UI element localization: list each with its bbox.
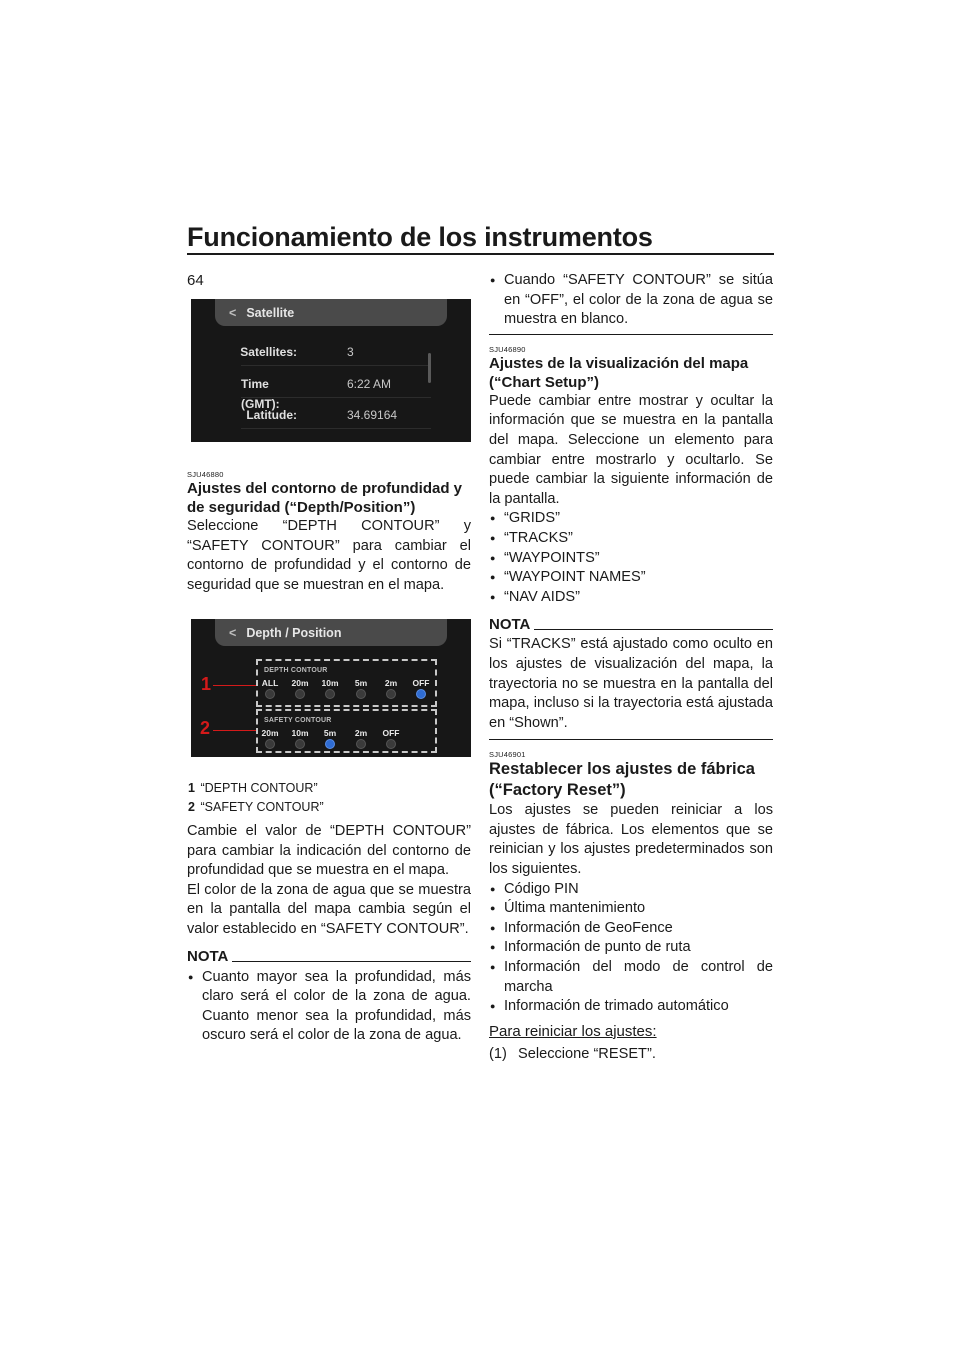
list-item: ● Código PIN [489, 880, 773, 900]
radio-dot[interactable] [265, 739, 275, 749]
list-item: ● Información de GeoFence [489, 919, 773, 939]
depth-option[interactable]: 20m [291, 678, 309, 688]
callout-number: 1 [201, 674, 212, 694]
radio-dot[interactable] [356, 739, 366, 749]
radio-dot[interactable] [386, 689, 396, 699]
sub-title: Para reiniciar los ajustes: [489, 1022, 657, 1040]
list-item: ● Cuando “SAFETY CONTOUR” se sitúa en “OFF”, el color de la zona de agua se muestra en blanco. [489, 271, 773, 330]
satellite-row-value: 3 [347, 345, 354, 359]
screen-title-bar [215, 619, 447, 646]
depth-option[interactable]: 2m [384, 678, 398, 688]
satellite-screen-title: Satellite [246, 306, 295, 320]
satellite-row [241, 335, 431, 366]
paragraph: Seleccione “DEPTH CONTOUR” y “SAFETY CONTOUR” para cambiar el contorno de profundidad y el contorno de seguridad que se muestran en el mapa. [187, 518, 471, 593]
step-item: (1) Seleccione “RESET”. [489, 1046, 656, 1063]
section-code: SJU46880 [187, 470, 224, 479]
section-title: Ajustes del contorno de profundidad y de seguridad (“Depth/Position”) [187, 480, 463, 516]
legend-item: 1 “DEPTH CONTOUR” [188, 781, 318, 795]
safety-contour-caption: SAFETY CONTOUR [264, 717, 332, 724]
safety-option[interactable]: 10m [291, 728, 309, 738]
radio-dot[interactable] [295, 739, 305, 749]
list-item: ● Cuanto mayor sea la profundidad, más claro será el color de la zona de agua. Cuanto menor sea la profundidad, más oscuro será el color de la zona de agua. [187, 968, 471, 1046]
title-rule [187, 253, 774, 255]
legend-item: 2 “SAFETY CONTOUR” [188, 800, 324, 814]
radio-dot-selected[interactable] [325, 739, 335, 749]
safety-option[interactable]: OFF [382, 728, 400, 738]
page-number: 64 [187, 272, 204, 289]
callout-number: 2 [200, 718, 211, 738]
paragraph: Cambie el valor de “DEPTH CONTOUR” para cambiar la indicación del contorno de profundidad que se muestra en el mapa. [187, 823, 471, 879]
callout-line [213, 685, 256, 686]
satellite-row-label: Time (GMT): [241, 377, 280, 411]
radio-dot[interactable] [356, 689, 366, 699]
satellite-row-label: Satellites: [240, 345, 297, 359]
section-separator [489, 739, 773, 740]
satellite-row-value: 34.69164 [347, 408, 398, 422]
radio-dot-selected[interactable] [416, 689, 426, 699]
depth-screen-title: Depth / Position [246, 626, 342, 640]
nota-heading: NOTA [187, 948, 471, 965]
list-item: ● “WAYPOINT NAMES” [489, 568, 773, 588]
section-code: SJU46890 [489, 344, 526, 354]
satellite-row-label: Latitude: [246, 408, 297, 422]
screen-title-bar [215, 299, 447, 326]
depth-position-figure [187, 619, 471, 757]
satellite-screen-figure [191, 299, 471, 442]
depth-option[interactable]: OFF [412, 678, 430, 688]
list-item: ● “GRIDS” [489, 509, 773, 529]
section-title: Ajustes de la visualización del mapa (“Chart Setup”) [489, 354, 749, 391]
list-item: ● Última mantenimiento [489, 899, 773, 919]
radio-dot[interactable] [386, 739, 396, 749]
list-item: ● “TRACKS” [489, 529, 773, 549]
list-item: ● Información de punto de ruta [489, 938, 773, 958]
satellite-row [241, 367, 431, 411]
figure-legend [188, 779, 471, 817]
nota-heading: NOTA [489, 616, 773, 633]
chevron-left-icon: < [229, 626, 237, 640]
list-item: ● “WAYPOINTS” [489, 549, 773, 569]
satellite-row [241, 398, 431, 429]
safety-option[interactable]: 20m [261, 728, 279, 738]
section-title: Restablecer los ajustes de fábrica (“Factory Reset”) [489, 760, 755, 800]
section-code: SJU46901 [489, 750, 526, 760]
safety-option[interactable]: 2m [354, 728, 368, 738]
depth-option[interactable]: ALL [261, 678, 279, 688]
radio-dot[interactable] [295, 689, 305, 699]
list-item: ● Información del modo de control de marcha [489, 958, 773, 997]
list-item: ● Información de trimado automático [489, 997, 773, 1017]
paragraph: El color de la zona de agua que se muestra en la pantalla del mapa cambia según el valor establecido en “SAFETY CONTOUR”. [187, 881, 471, 937]
paragraph: Puede cambiar entre mostrar y ocultar la información que se muestra en la pantalla del mapa. Seleccione un elemento para cambiar entre mostrarlo y ocultarlo. Se puede cambiar la siguiente información de la pantalla. [489, 392, 773, 507]
depth-option[interactable]: 10m [321, 678, 339, 688]
safety-option[interactable]: 5m [323, 728, 337, 738]
radio-dot[interactable] [265, 689, 275, 699]
depth-contour-caption: DEPTH CONTOUR [264, 667, 328, 674]
page-title: Funcionamiento de los instrumentos [187, 222, 653, 252]
paragraph: Si “TRACKS” está ajustado como oculto en los ajustes de visualización del mapa, la trayectoria no se muestra en la pantalla del mapa, incluso si la trayectoria está ajustada en “Shown”. [489, 636, 773, 731]
chevron-left-icon: < [229, 306, 237, 320]
depth-contour-group [256, 659, 437, 707]
depth-position-screen [191, 619, 471, 757]
nota-list [187, 968, 471, 1046]
safety-contour-group [256, 709, 437, 753]
reset-items-list [489, 880, 773, 1017]
paragraph: Los ajustes se pueden reiniciar a los ajustes de fábrica. Los elementos que se reinician y los ajustes predeterminados son los siguientes. [489, 802, 773, 878]
nota-list-continued [489, 271, 773, 330]
section-separator [489, 334, 773, 335]
depth-option[interactable]: 5m [354, 678, 368, 688]
chart-items-list [489, 509, 773, 607]
radio-dot[interactable] [325, 689, 335, 699]
scrollbar [428, 353, 431, 383]
satellite-row-value: 6:22 AM [347, 377, 392, 391]
list-item: ● “NAV AIDS” [489, 588, 773, 608]
callout-line [213, 730, 256, 731]
